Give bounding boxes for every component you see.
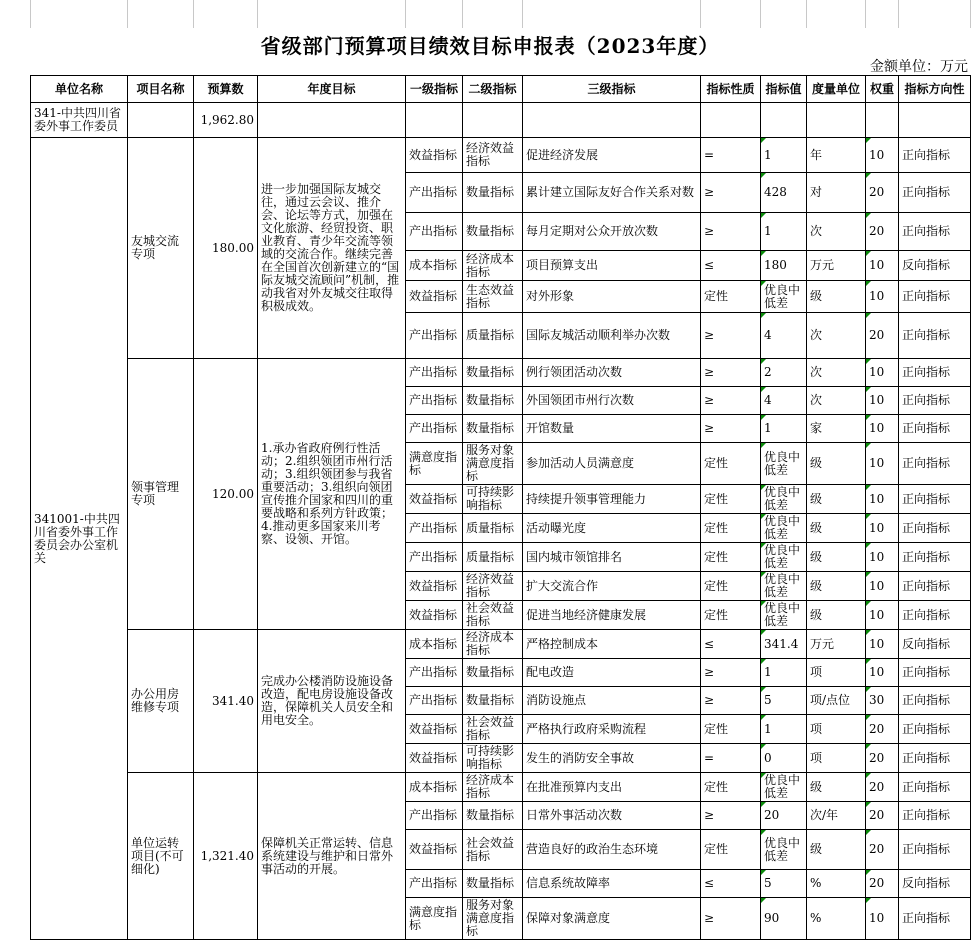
level2-indicator: 经济成本指标 [463, 773, 523, 802]
indicator-nature: 定性 [701, 601, 761, 630]
indicator-direction: 正向指标 [899, 659, 971, 687]
weight: 10 [866, 138, 899, 173]
weight: 10 [866, 485, 899, 514]
project-name: 领事管理专项 [128, 359, 194, 630]
level3-indicator: 信息系统故障率 [523, 870, 701, 898]
indicator-nature: = [701, 744, 761, 773]
indicator-direction: 正向指标 [899, 281, 971, 313]
weight: 20 [866, 830, 899, 870]
indicator-value: 1 [761, 415, 807, 443]
weight: 30 [866, 687, 899, 715]
level3-indicator: 日常外事活动次数 [523, 802, 701, 830]
level1-indicator: 产出指标 [406, 387, 463, 415]
performance-table [30, 75, 971, 940]
indicator-value: 优良中低差 [761, 572, 807, 601]
indicator-value: 优良中低差 [761, 514, 807, 543]
level3-indicator: 例行领团活动次数 [523, 359, 701, 387]
level1-indicator: 产出指标 [406, 543, 463, 572]
table-header-row [31, 76, 971, 103]
weight: 10 [866, 601, 899, 630]
empty-cell [463, 103, 523, 138]
level1-indicator: 效益指标 [406, 138, 463, 173]
level1-indicator: 产出指标 [406, 659, 463, 687]
gridline [405, 0, 406, 28]
measure-unit: % [807, 898, 866, 940]
level2-indicator: 社会效益指标 [463, 830, 523, 870]
table-row [31, 773, 971, 802]
indicator-direction: 正向指标 [899, 744, 971, 773]
indicator-direction: 正向指标 [899, 773, 971, 802]
indicator-value: 5 [761, 687, 807, 715]
indicator-nature: 定性 [701, 715, 761, 744]
column-header: 单位名称 [31, 76, 128, 103]
column-header: 度量单位 [807, 76, 866, 103]
indicator-value: 0 [761, 744, 807, 773]
gridline [30, 0, 31, 28]
weight: 20 [866, 870, 899, 898]
level1-indicator: 成本指标 [406, 630, 463, 659]
indicator-value: 4 [761, 313, 807, 359]
level3-indicator: 严格控制成本 [523, 630, 701, 659]
indicator-value: 1 [761, 715, 807, 744]
weight: 10 [866, 659, 899, 687]
level1-indicator: 满意度指标 [406, 443, 463, 485]
indicator-value: 90 [761, 898, 807, 940]
column-header: 项目名称 [128, 76, 194, 103]
column-header: 三级指标 [523, 76, 701, 103]
gridline [462, 0, 463, 28]
level2-indicator: 数量指标 [463, 173, 523, 213]
project-goal: 1.承办省政府例行性活动；2.组织领团市州行活动；3.组织领团参与我省重要活动；3.组织向领团宣传推介国家和四川的重要战略和系列方针政策；4.推动更多国家来川考察、设领、开馆。 [258, 359, 406, 630]
weight: 20 [866, 802, 899, 830]
indicator-nature: ≥ [701, 415, 761, 443]
measure-unit: 项 [807, 715, 866, 744]
indicator-nature: ≥ [701, 387, 761, 415]
level1-indicator: 产出指标 [406, 415, 463, 443]
level1-indicator: 产出指标 [406, 687, 463, 715]
indicator-direction: 反向指标 [899, 251, 971, 281]
gridline [970, 0, 971, 28]
table-row [31, 138, 971, 173]
indicator-nature: ≥ [701, 687, 761, 715]
measure-unit: 级 [807, 601, 866, 630]
level2-indicator: 数量指标 [463, 213, 523, 251]
level2-indicator: 服务对象满意度指标 [463, 443, 523, 485]
weight: 10 [866, 443, 899, 485]
level1-indicator: 效益指标 [406, 715, 463, 744]
indicator-direction: 正向指标 [899, 802, 971, 830]
gridline [806, 0, 807, 28]
level3-indicator: 营造良好的政治生态环境 [523, 830, 701, 870]
indicator-nature: 定性 [701, 773, 761, 802]
weight: 20 [866, 313, 899, 359]
gridline [127, 0, 128, 28]
indicator-nature: ≥ [701, 898, 761, 940]
indicator-value: 2 [761, 359, 807, 387]
unit-name: 341001-中共四川省委外事工作委员会办公室机关 [31, 138, 128, 940]
level3-indicator: 发生的消防安全事故 [523, 744, 701, 773]
project-goal: 进一步加强国际友城交往，通过云会议、推介会、论坛等方式，加强在文化旅游、经贸投资、职业教育、青少年交流等领域的交流合作。继续完善在全国首次创新建立的“国际友城交流顾问”机制，推动我省对外友城交往取得积极成效。 [258, 138, 406, 359]
level1-indicator: 效益指标 [406, 830, 463, 870]
indicator-nature: ≤ [701, 870, 761, 898]
weight: 10 [866, 630, 899, 659]
indicator-direction: 正向指标 [899, 572, 971, 601]
level2-indicator: 可持续影响指标 [463, 744, 523, 773]
measure-unit: 级 [807, 572, 866, 601]
indicator-direction: 反向指标 [899, 630, 971, 659]
weight: 20 [866, 173, 899, 213]
indicator-nature: ≥ [701, 359, 761, 387]
indicator-nature: ≤ [701, 251, 761, 281]
weight: 10 [866, 898, 899, 940]
indicator-nature: 定性 [701, 572, 761, 601]
indicator-value: 优良中低差 [761, 485, 807, 514]
column-header: 权重 [866, 76, 899, 103]
level2-indicator: 经济成本指标 [463, 251, 523, 281]
measure-unit: 项 [807, 744, 866, 773]
indicator-nature: 定性 [701, 830, 761, 870]
indicator-direction: 正向指标 [899, 359, 971, 387]
level2-indicator: 社会效益指标 [463, 715, 523, 744]
level2-indicator: 质量指标 [463, 543, 523, 572]
indicator-direction: 正向指标 [899, 415, 971, 443]
weight: 10 [866, 387, 899, 415]
measure-unit: 次/年 [807, 802, 866, 830]
measure-unit: 级 [807, 543, 866, 572]
indicator-direction: 反向指标 [899, 870, 971, 898]
gridline [522, 0, 523, 28]
indicator-direction: 正向指标 [899, 213, 971, 251]
level3-indicator: 严格执行政府采购流程 [523, 715, 701, 744]
empty-cell [761, 103, 807, 138]
indicator-nature: ≥ [701, 659, 761, 687]
level1-indicator: 效益指标 [406, 744, 463, 773]
table-row [31, 630, 971, 659]
level3-indicator: 活动曝光度 [523, 514, 701, 543]
indicator-nature: = [701, 138, 761, 173]
indicator-direction: 正向指标 [899, 387, 971, 415]
indicator-nature: 定性 [701, 281, 761, 313]
level1-indicator: 产出指标 [406, 514, 463, 543]
level2-indicator: 数量指标 [463, 387, 523, 415]
project-budget: 120.00 [194, 359, 258, 630]
level2-indicator: 经济效益指标 [463, 138, 523, 173]
measure-unit: 次 [807, 387, 866, 415]
level3-indicator: 消防设施点 [523, 687, 701, 715]
level1-indicator: 效益指标 [406, 485, 463, 514]
level3-indicator: 参加活动人员满意度 [523, 443, 701, 485]
measure-unit: 级 [807, 514, 866, 543]
indicator-direction: 正向指标 [899, 443, 971, 485]
dept-name: 341-中共四川省委外事工作委员 [31, 103, 128, 138]
empty-cell [128, 103, 194, 138]
indicator-value: 优良中低差 [761, 601, 807, 630]
level3-indicator: 累计建立国际友好合作关系对数 [523, 173, 701, 213]
indicator-value: 优良中低差 [761, 281, 807, 313]
project-name: 单位运转项目(不可细化) [128, 773, 194, 940]
page-title: 省级部门预算项目绩效目标申报表（2023年度） [260, 34, 720, 58]
level2-indicator: 数量指标 [463, 802, 523, 830]
indicator-direction: 正向指标 [899, 687, 971, 715]
level3-indicator: 每月定期对公众开放次数 [523, 213, 701, 251]
empty-cell [523, 103, 701, 138]
column-header: 预算数 [194, 76, 258, 103]
level3-indicator: 项目预算支出 [523, 251, 701, 281]
measure-unit: 万元 [807, 630, 866, 659]
level2-indicator: 质量指标 [463, 514, 523, 543]
indicator-value: 优良中低差 [761, 830, 807, 870]
level3-indicator: 配电改造 [523, 659, 701, 687]
level3-indicator: 国际友城活动顺利举办次数 [523, 313, 701, 359]
indicator-direction: 正向指标 [899, 543, 971, 572]
indicator-value: 1 [761, 138, 807, 173]
level1-indicator: 效益指标 [406, 572, 463, 601]
level2-indicator: 数量指标 [463, 359, 523, 387]
level2-indicator: 经济效益指标 [463, 572, 523, 601]
gridline [257, 0, 258, 28]
project-goal: 完成办公楼消防设施设备改造，配电房设施设备改造，保障机关人员安全和用电安全。 [258, 630, 406, 773]
level3-indicator: 促进当地经济健康发展 [523, 601, 701, 630]
level2-indicator: 数量指标 [463, 415, 523, 443]
dept-row [31, 103, 971, 138]
project-budget: 341.40 [194, 630, 258, 773]
indicator-direction: 正向指标 [899, 715, 971, 744]
project-goal: 保障机关正常运转、信息系统建设与维护和日常外事活动的开展。 [258, 773, 406, 940]
indicator-direction: 正向指标 [899, 514, 971, 543]
measure-unit: % [807, 870, 866, 898]
indicator-value: 428 [761, 173, 807, 213]
indicator-value: 341.4 [761, 630, 807, 659]
level3-indicator: 开馆数量 [523, 415, 701, 443]
column-header: 二级指标 [463, 76, 523, 103]
level1-indicator: 满意度指标 [406, 898, 463, 940]
indicator-value: 180 [761, 251, 807, 281]
amount-unit-label: 金额单位：万元 [870, 59, 968, 75]
level2-indicator: 质量指标 [463, 313, 523, 359]
empty-cell [807, 103, 866, 138]
indicator-nature: ≥ [701, 173, 761, 213]
weight: 20 [866, 773, 899, 802]
indicator-nature: 定性 [701, 543, 761, 572]
gridline [193, 0, 194, 28]
indicator-nature: ≥ [701, 213, 761, 251]
column-header: 指标方向性 [899, 76, 971, 103]
measure-unit: 年 [807, 138, 866, 173]
empty-cell [258, 103, 406, 138]
measure-unit: 家 [807, 415, 866, 443]
level1-indicator: 效益指标 [406, 281, 463, 313]
measure-unit: 级 [807, 443, 866, 485]
level1-indicator: 产出指标 [406, 802, 463, 830]
level3-indicator: 国内城市领馆排名 [523, 543, 701, 572]
project-budget: 180.00 [194, 138, 258, 359]
indicator-nature: 定性 [701, 485, 761, 514]
indicator-nature: 定性 [701, 514, 761, 543]
indicator-value: 优良中低差 [761, 543, 807, 572]
weight: 20 [866, 213, 899, 251]
dept-budget: 1,962.80 [194, 103, 258, 138]
level2-indicator: 服务对象满意度指标 [463, 898, 523, 940]
indicator-value: 20 [761, 802, 807, 830]
measure-unit: 对 [807, 173, 866, 213]
level2-indicator: 数量指标 [463, 687, 523, 715]
measure-unit: 万元 [807, 251, 866, 281]
indicator-direction: 正向指标 [899, 138, 971, 173]
level1-indicator: 效益指标 [406, 601, 463, 630]
indicator-nature: 定性 [701, 443, 761, 485]
project-name: 友城交流专项 [128, 138, 194, 359]
level2-indicator: 社会效益指标 [463, 601, 523, 630]
indicator-value: 4 [761, 387, 807, 415]
level1-indicator: 产出指标 [406, 173, 463, 213]
column-header: 一级指标 [406, 76, 463, 103]
weight: 10 [866, 251, 899, 281]
measure-unit: 次 [807, 359, 866, 387]
indicator-direction: 正向指标 [899, 173, 971, 213]
empty-cell [866, 103, 899, 138]
gridline [898, 0, 899, 28]
weight: 10 [866, 359, 899, 387]
project-budget: 1,321.40 [194, 773, 258, 940]
indicator-value: 优良中低差 [761, 773, 807, 802]
measure-unit: 级 [807, 830, 866, 870]
indicator-value: 优良中低差 [761, 443, 807, 485]
level3-indicator: 对外形象 [523, 281, 701, 313]
weight: 20 [866, 744, 899, 773]
weight: 10 [866, 572, 899, 601]
measure-unit: 项 [807, 659, 866, 687]
level2-indicator: 经济成本指标 [463, 630, 523, 659]
level3-indicator: 持续提升领事管理能力 [523, 485, 701, 514]
weight: 10 [866, 543, 899, 572]
gridline [865, 0, 866, 28]
level3-indicator: 外国领团市州行次数 [523, 387, 701, 415]
level3-indicator: 扩大交流合作 [523, 572, 701, 601]
indicator-nature: ≤ [701, 630, 761, 659]
table-row [31, 359, 971, 387]
column-header: 年度目标 [258, 76, 406, 103]
indicator-direction: 正向指标 [899, 601, 971, 630]
level3-indicator: 促进经济发展 [523, 138, 701, 173]
indicator-nature: ≥ [701, 313, 761, 359]
indicator-nature: ≥ [701, 802, 761, 830]
column-header: 指标性质 [701, 76, 761, 103]
indicator-direction: 正向指标 [899, 485, 971, 514]
gridline [700, 0, 701, 28]
weight: 10 [866, 281, 899, 313]
empty-cell [406, 103, 463, 138]
indicator-direction: 正向指标 [899, 830, 971, 870]
level2-indicator: 可持续影响指标 [463, 485, 523, 514]
level2-indicator: 数量指标 [463, 659, 523, 687]
indicator-value: 1 [761, 213, 807, 251]
weight: 20 [866, 715, 899, 744]
level3-indicator: 保障对象满意度 [523, 898, 701, 940]
measure-unit: 级 [807, 485, 866, 514]
measure-unit: 次 [807, 213, 866, 251]
measure-unit: 次 [807, 313, 866, 359]
level1-indicator: 产出指标 [406, 213, 463, 251]
level2-indicator: 生态效益指标 [463, 281, 523, 313]
gridline [760, 0, 761, 28]
measure-unit: 项/点位 [807, 687, 866, 715]
measure-unit: 级 [807, 773, 866, 802]
level1-indicator: 产出指标 [406, 870, 463, 898]
empty-cell [899, 103, 971, 138]
column-header: 指标值 [761, 76, 807, 103]
level1-indicator: 成本指标 [406, 251, 463, 281]
level3-indicator: 在批准预算内支出 [523, 773, 701, 802]
weight: 10 [866, 415, 899, 443]
indicator-direction: 正向指标 [899, 313, 971, 359]
weight: 10 [866, 514, 899, 543]
level1-indicator: 产出指标 [406, 313, 463, 359]
level1-indicator: 产出指标 [406, 359, 463, 387]
indicator-value: 5 [761, 870, 807, 898]
level2-indicator: 数量指标 [463, 870, 523, 898]
indicator-value: 1 [761, 659, 807, 687]
measure-unit: 级 [807, 281, 866, 313]
level1-indicator: 成本指标 [406, 773, 463, 802]
project-name: 办公用房维修专项 [128, 630, 194, 773]
empty-cell [701, 103, 761, 138]
indicator-direction: 正向指标 [899, 898, 971, 940]
